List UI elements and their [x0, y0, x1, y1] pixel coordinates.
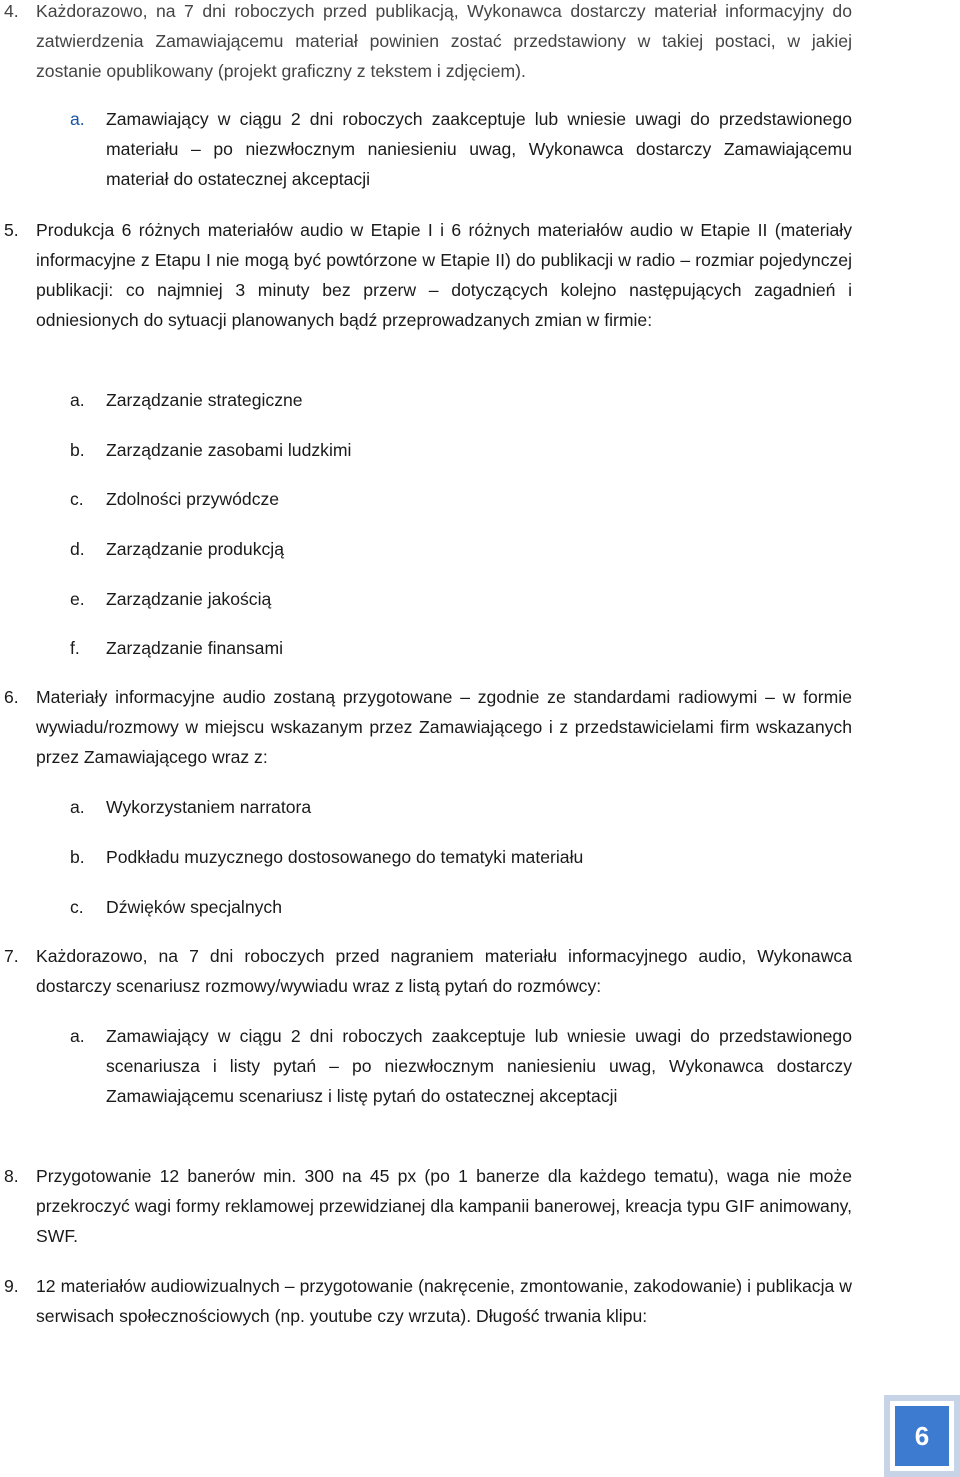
- list-number: 9.: [4, 1276, 19, 1296]
- list-text: Każdorazowo, na 7 dni roboczych przed nagraniem materiału informacyjnego audio, Wykonawca dostarczy scenariusz rozmowy/wywiadu wraz z listą pytań do rozmówcy:: [36, 946, 852, 996]
- list-item-5e: [0, 584, 960, 614]
- list-number: 4.: [4, 1, 19, 21]
- list-text: Produkcja 6 różnych materiałów audio w Etapie I i 6 różnych materiałów audio w Etapie II (materiały informacyjne z Etapu I nie mogą być powtórzone w Etapie II) do publikacji w radio – rozmiar pojedynczej publikacji: co najmniej 3 minuty bez przerw – dotyczących kolejno następujących zagadnień i odniesionych do sytuacji planowanych bądź przeprowadzanych zmian w firmie:: [36, 220, 852, 330]
- list-text: Zarządzanie produkcją: [106, 539, 284, 559]
- list-text: Zarządzanie strategiczne: [106, 390, 303, 410]
- list-text: Zamawiający w ciągu 2 dni roboczych zaakceptuje lub wniesie uwagi do przedstawionego materiału – po niezwłocznym naniesieniu uwag, Wykonawca dostarczy Zamawiającemu materiał do ostatecznej akceptacji: [106, 109, 852, 189]
- list-letter: c.: [70, 897, 84, 917]
- list-text: Przygotowanie 12 banerów min. 300 na 45 px (po 1 banerze dla każdego tematu), waga nie może przekroczyć wagi formy reklamowej przewidzianej dla kampanii banerowej, kreacja typu GIF animowany, SWF.: [36, 1166, 852, 1246]
- list-letter: c.: [70, 489, 84, 509]
- list-item-5b: [0, 435, 960, 465]
- list-letter: a.: [70, 797, 85, 817]
- list-item-5f: [0, 633, 960, 663]
- list-item-6b: [0, 842, 960, 872]
- list-text: Wykorzystaniem narratora: [106, 797, 312, 817]
- list-item-5a: [0, 385, 960, 415]
- list-text: Podkładu muzycznego dostosowanego do tematyki materiału: [106, 847, 584, 867]
- list-letter: a.: [70, 109, 85, 129]
- list-letter: a.: [70, 390, 85, 410]
- list-item-7: [0, 941, 960, 1001]
- list-item-4a: [0, 104, 960, 194]
- list-item-5: [0, 215, 960, 335]
- list-item-6a: [0, 792, 960, 822]
- list-text: Zarządzanie jakością: [106, 589, 272, 609]
- list-letter: e.: [70, 589, 85, 609]
- list-number: 6.: [4, 687, 19, 707]
- list-text: Materiały informacyjne audio zostaną przygotowane – zgodnie ze standardami radiowymi – w formie wywiadu/rozmowy w miejscu wskazanym przez Zamawiającego i z przedstawicielami firm wskazanych przez Zamawiającego wraz z:: [36, 687, 852, 767]
- list-letter: f.: [70, 638, 80, 658]
- list-letter: d.: [70, 539, 85, 559]
- list-text: Dźwięków specjalnych: [106, 897, 283, 917]
- list-letter: b.: [70, 847, 85, 867]
- list-number: 5.: [4, 220, 19, 240]
- list-item-5c: [0, 484, 960, 514]
- list-number: 7.: [4, 946, 19, 966]
- list-text: Każdorazowo, na 7 dni roboczych przed publikacją, Wykonawca dostarczy materiał informacyjny do zatwierdzenia Zamawiającemu materiał powinien zostać przedstawiony w takiej postaci, w jakiej zostanie opublikowany (projekt graficzny z tekstem i zdjęciem).: [36, 1, 852, 81]
- list-letter: b.: [70, 440, 85, 460]
- list-item-7a: [0, 1021, 960, 1111]
- list-text: Zdolności przywódcze: [106, 489, 280, 509]
- list-number: 8.: [4, 1166, 19, 1186]
- page-number-frame: [890, 1401, 954, 1471]
- list-text: Zamawiający w ciągu 2 dni roboczych zaakceptuje lub wniesie uwagi do przedstawionego scenariusza i listy pytań – po niezwłocznym naniesieniu uwag, Wykonawca dostarczy Zamawiającemu scenariusz i listę pytań do ostatecznej akceptacji: [106, 1026, 852, 1106]
- list-text: 12 materiałów audiowizualnych – przygotowanie (nakręcenie, zmontowanie, zakodowanie) i publikacja w serwisach społecznościowych (np. youtube czy wrzuta). Długość trwania klipu:: [36, 1276, 852, 1326]
- list-item-9: [0, 1271, 960, 1331]
- page-number: 6: [895, 1406, 949, 1466]
- list-item-4: [0, 0, 960, 86]
- list-item-8: [0, 1161, 960, 1251]
- list-item-6: [0, 682, 960, 772]
- list-letter: a.: [70, 1026, 85, 1046]
- list-item-5d: [0, 534, 960, 564]
- list-text: Zarządzanie finansami: [106, 638, 284, 658]
- list-text: Zarządzanie zasobami ludzkimi: [106, 440, 352, 460]
- page-number-badge: [884, 1395, 960, 1477]
- list-item-6c: [0, 892, 960, 922]
